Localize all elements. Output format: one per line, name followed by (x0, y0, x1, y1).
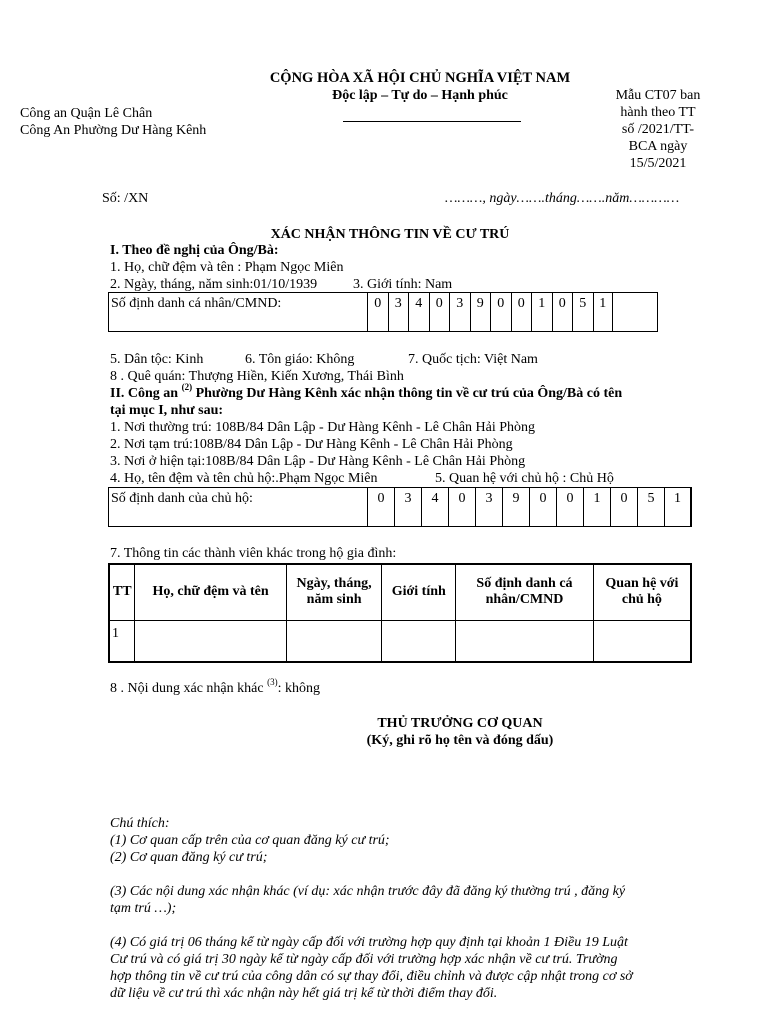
personal-id-label: Số định danh cá nhân/CMND: (111, 296, 282, 311)
org-line-1: Công an Quận Lê Chân (20, 106, 153, 121)
personal-id-digits (367, 293, 613, 331)
id-digit: 0 (511, 293, 532, 331)
note-1: (1) Cơ quan cấp trên của cơ quan đăng ký cư trú; (110, 833, 390, 848)
full-name: 1. Họ, chữ đệm và tên : Phạm Ngọc Miên (110, 260, 344, 275)
id-digit: 0 (367, 293, 388, 331)
motto: Độc lập – Tự do – Hạnh phúc (332, 88, 508, 103)
footnote-ref-3: (3) (267, 677, 278, 688)
id-digit: 1 (664, 488, 691, 526)
members-table (108, 563, 692, 663)
temporary-residence: 2. Nơi tạm trú:108B/84 Dân Lập - Dư Hàng Kênh - Lê Chân Hải Phòng (110, 437, 513, 452)
section-1-heading: I. Theo đề nghị của Ông/Bà: (110, 243, 279, 258)
id-digit: 0 (429, 293, 450, 331)
note-4-line-3: hợp thông tin về cư trú của công dân có sự thay đổi, điều chỉnh và được cập nhật trong cơ sở (110, 969, 633, 984)
row-gender (382, 620, 456, 662)
id-digit: 5 (637, 488, 664, 526)
id-digit: 3 (394, 488, 421, 526)
ethnicity: 5. Dân tộc: Kinh (110, 352, 204, 367)
id-digit: 5 (572, 293, 593, 331)
id-digit: 3 (475, 488, 502, 526)
id-digit: 9 (502, 488, 529, 526)
signature-note: (Ký, ghi rõ họ tên và đóng dấu) (366, 733, 554, 748)
form-code-3: số /2021/TT- (621, 122, 695, 137)
form-code-4: BCA ngày (628, 139, 688, 154)
note-4-line-1: (4) Có giá trị 06 tháng kể từ ngày cấp đối với trường hợp quy định tại khoản 1 Điều 19 Luật (110, 935, 628, 950)
id-digit: 3 (449, 293, 470, 331)
col-header-dob: Ngày, tháng, năm sinh (286, 564, 382, 620)
id-digit: 1 (593, 293, 614, 331)
row-id (456, 620, 594, 662)
id-digit: 4 (408, 293, 429, 331)
col-header-relation: Quan hệ với chủ hộ (593, 564, 691, 620)
table-row (109, 620, 691, 662)
id-digit: 1 (583, 488, 610, 526)
col-header-id: Số định danh cá nhân/CMND (456, 564, 594, 620)
motto-underline (343, 121, 521, 122)
row-relation (593, 620, 691, 662)
date-line: ………, ngày…….tháng…….năm………… (445, 191, 680, 206)
section-2-heading (110, 382, 623, 402)
col-header-gender: Giới tính (382, 564, 456, 620)
form-code-1: Mẫu CT07 ban (615, 88, 701, 103)
id-digit: 3 (388, 293, 409, 331)
form-code-5: 15/5/2021 (629, 156, 687, 171)
household-head-id-digits (367, 488, 691, 526)
permanent-residence: 1. Nơi thường trú: 108B/84 Dân Lập - Dư Hàng Kênh - Lê Chân Hải Phòng (110, 420, 536, 435)
date-of-birth: 2. Ngày, tháng, năm sinh:01/10/1939 (110, 277, 318, 292)
section-2-heading-line-2: tại mục I, như sau: (110, 403, 224, 418)
members-label: 7. Thông tin các thành viên khác trong hộ gia đình: (110, 546, 397, 561)
id-digit: 0 (529, 488, 556, 526)
personal-id-box (108, 292, 658, 332)
nationality: 7. Quốc tịch: Việt Nam (408, 352, 538, 367)
note-3-line-1: (3) Các nội dung xác nhận khác (ví dụ: xác nhận trước đây đã đăng ký thường trú , đăng ký (110, 884, 626, 899)
row-tt: 1 (109, 620, 135, 662)
org-line-2: Công An Phường Dư Hàng Kênh (20, 123, 207, 138)
id-digit: 0 (448, 488, 475, 526)
form-code-2: hành theo TT (620, 105, 696, 120)
id-digit: 4 (421, 488, 448, 526)
other-confirmation-value: : không (277, 681, 320, 696)
id-digit: 0 (610, 488, 637, 526)
col-header-tt: TT (109, 564, 135, 620)
relation-to-head: 5. Quan hệ với chủ hộ : Chủ Hộ (435, 471, 614, 486)
note-3-line-2: tạm trú …); (110, 901, 177, 916)
household-head-id-label: Số định danh của chủ hộ: (111, 491, 253, 506)
footnote-ref-2: (2) (181, 382, 193, 393)
household-head-name: 4. Họ, tên đệm và tên chủ hộ:.Phạm Ngọc Miên (110, 471, 378, 486)
document-title: XÁC NHẬN THÔNG TIN VỀ CƯ TRÚ (270, 227, 510, 242)
note-4-line-2: Cư trú và có giá trị 30 ngày kể từ ngày cấp đối với trường hợp xác nhận về cư trú. Trường (110, 952, 618, 967)
id-digit: 0 (490, 293, 511, 331)
members-header-row (109, 564, 691, 620)
id-digit: 1 (531, 293, 552, 331)
row-name (135, 620, 286, 662)
household-head-id-box (108, 487, 692, 527)
id-digit: 0 (556, 488, 583, 526)
id-digit: 9 (470, 293, 491, 331)
hometown: 8 . Quê quán: Thượng Hiền, Kiến Xương, Thái Bình (110, 369, 404, 384)
notes-heading: Chú thích: (110, 816, 170, 831)
nation-title: CỘNG HÒA XÃ HỘI CHỦ NGHĨA VIỆT NAM (269, 70, 571, 86)
signature-title: THỦ TRƯỞNG CƠ QUAN (377, 716, 543, 731)
religion: 6. Tôn giáo: Không (245, 352, 355, 367)
document-number: Số: /XN (102, 191, 149, 206)
col-header-name: Họ, chữ đệm và tên (135, 564, 286, 620)
other-confirmation-pre: 8 . Nội dung xác nhận khác (110, 681, 268, 696)
note-4-line-4: dữ liệu về cư trú thì xác nhận này hết giá trị kể từ thời điểm thay đổi. (110, 986, 498, 1001)
id-digit: 0 (367, 488, 394, 526)
row-dob (286, 620, 382, 662)
id-digit: 0 (552, 293, 573, 331)
section-2-heading-pre: II. Công an (110, 386, 179, 401)
other-confirmation (110, 677, 320, 697)
section-2-heading-post: Phường Dư Hàng Kênh xác nhận thông tin về cư trú của Ông/Bà có tên (192, 386, 623, 401)
gender: 3. Giới tính: Nam (353, 277, 453, 292)
note-2: (2) Cơ quan đăng ký cư trú; (110, 850, 268, 865)
current-residence: 3. Nơi ở hiện tại:108B/84 Dân Lập - Dư Hàng Kênh - Lê Chân Hải Phòng (110, 454, 526, 469)
